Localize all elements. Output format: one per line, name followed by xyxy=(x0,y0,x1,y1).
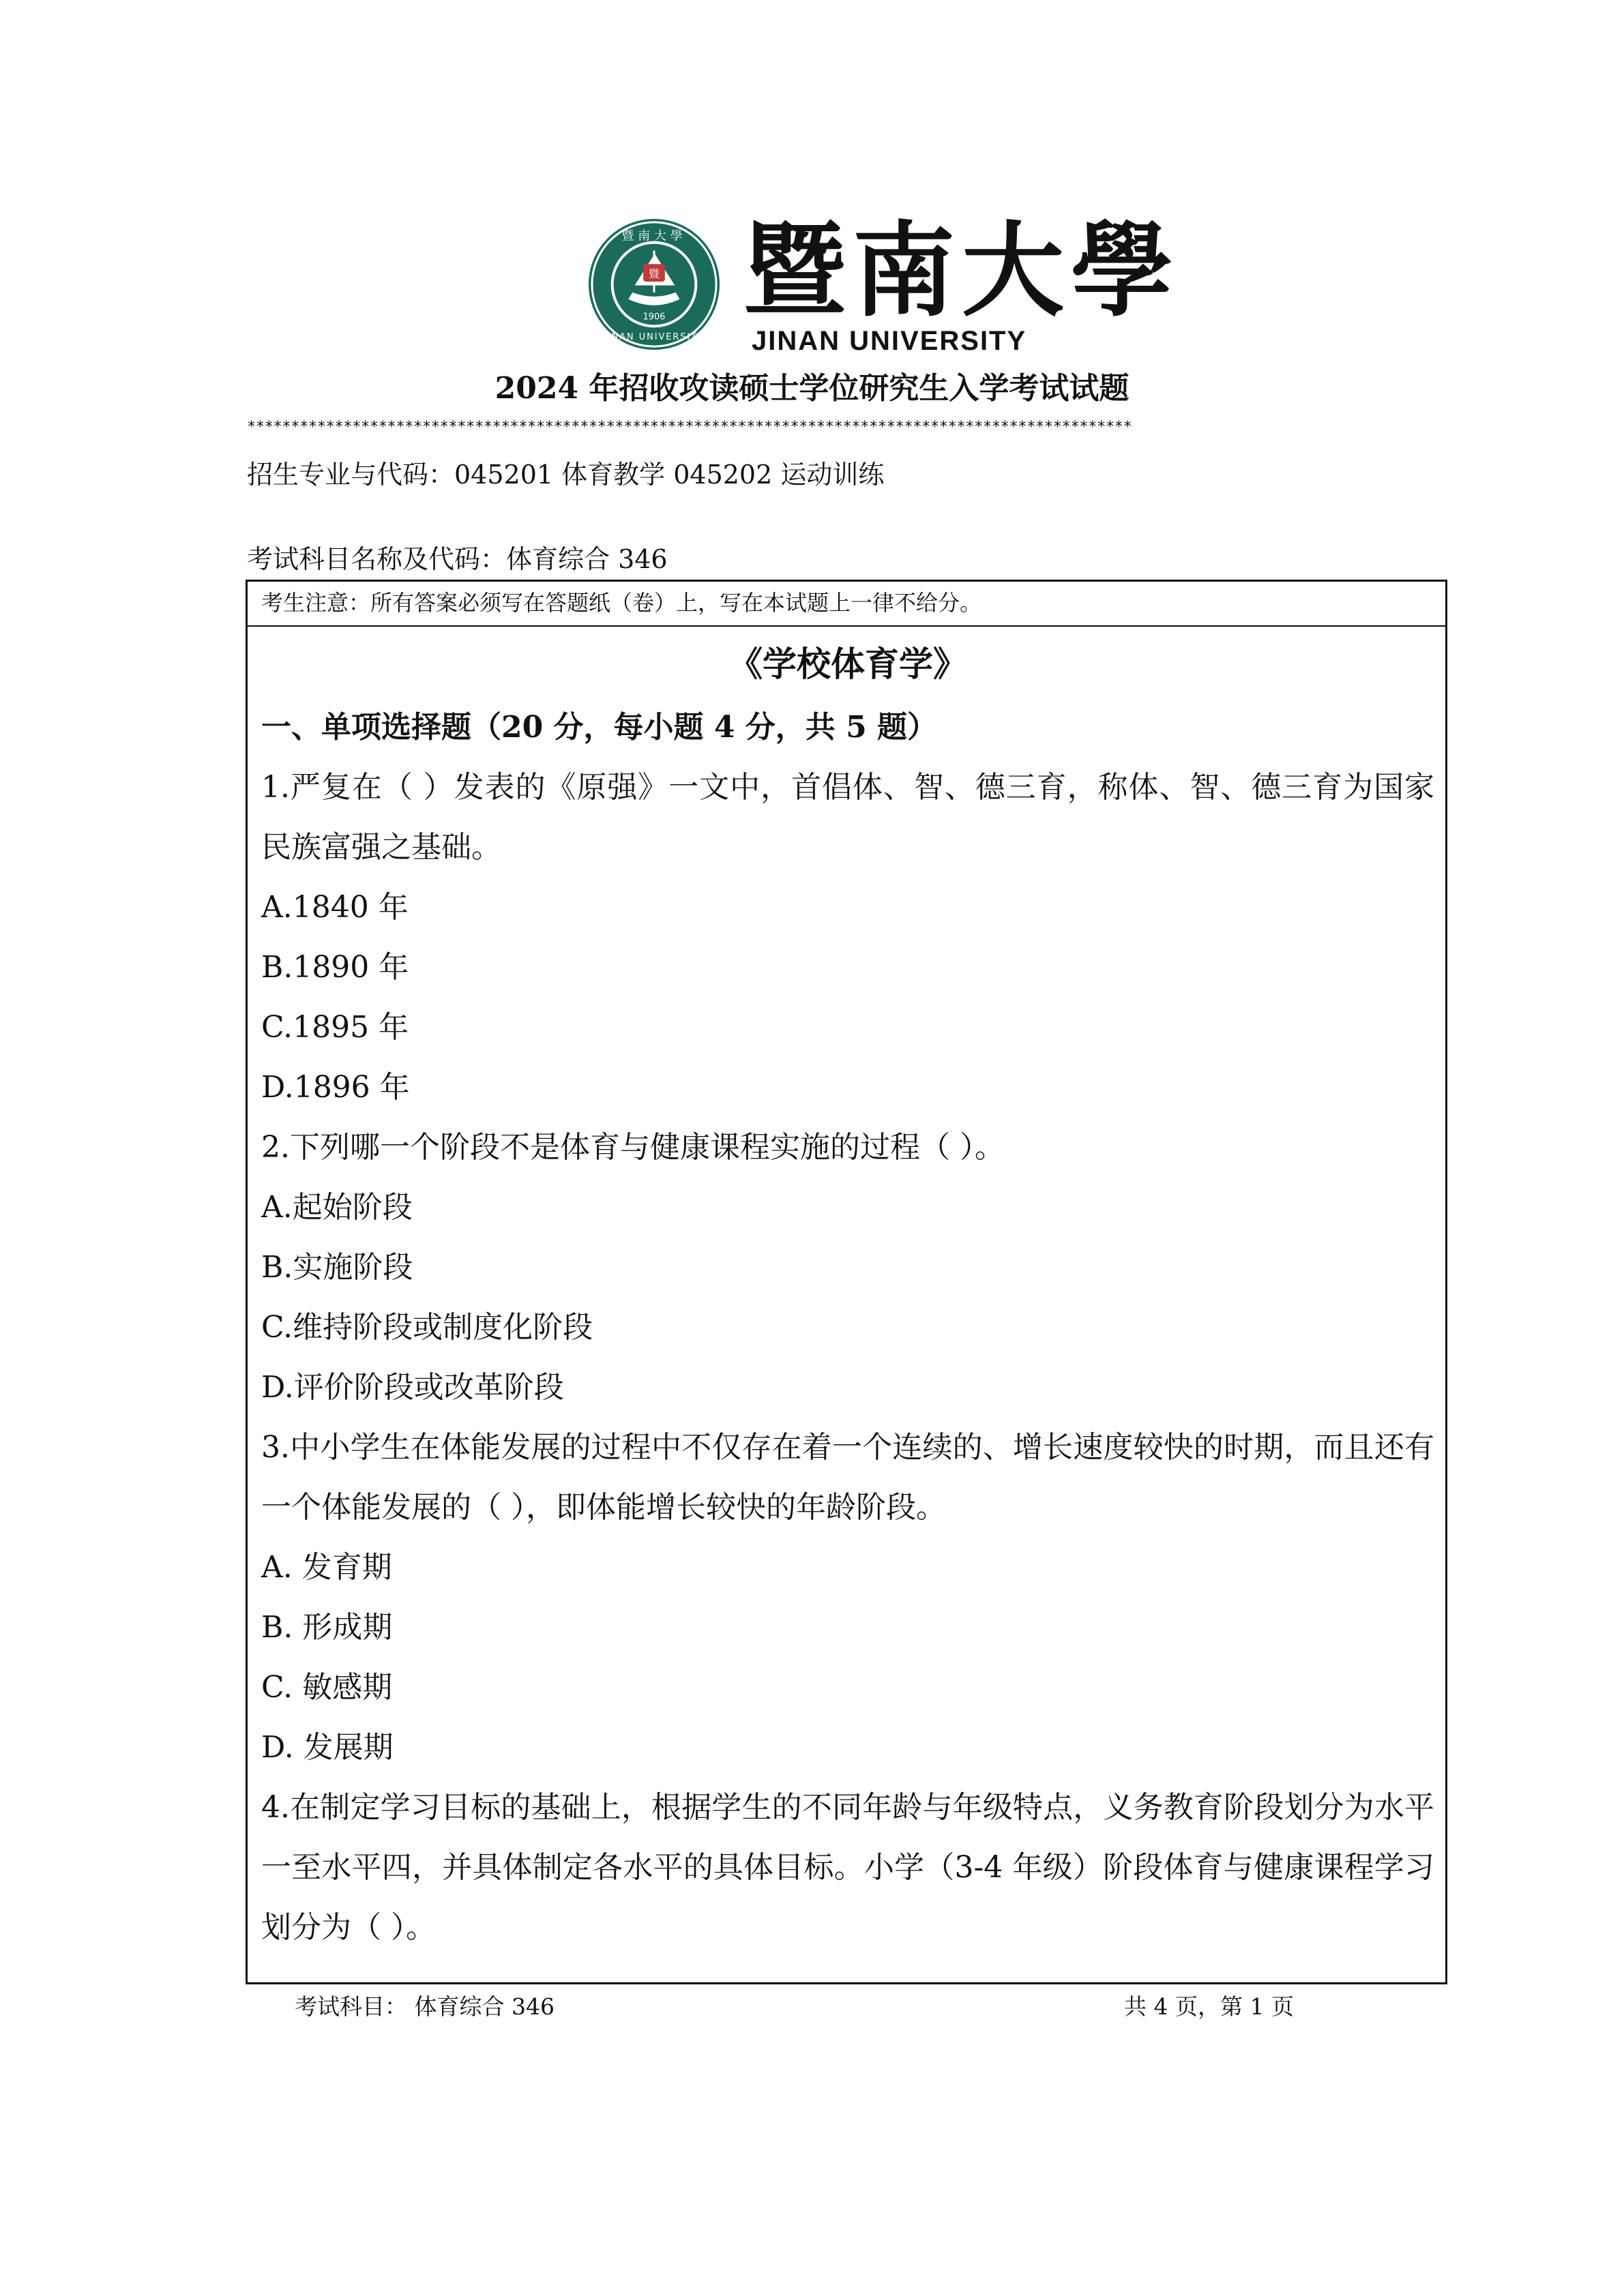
question-2-option-d: D.评价阶段或改革阶段 xyxy=(261,1370,564,1405)
question-2-option-a: A.起始阶段 xyxy=(261,1190,413,1225)
exam-title: 2024 年招收攻读硕士学位研究生入学考试试题 xyxy=(494,371,1130,406)
logo-wordmark-en: JINAN UNIVERSITY xyxy=(752,326,1027,356)
section-heading: 一、单项选择题（20 分，每小题 4 分，共 5 题） xyxy=(261,710,938,745)
candidate-notice: 考生注意：所有答案必须写在答题纸（卷）上，写在本试题上一律不给分。 xyxy=(248,582,1445,627)
svg-text:暨: 暨 xyxy=(649,267,660,281)
footer-subject: 考试科目： 体育综合 346 xyxy=(295,1993,555,2020)
exam-content xyxy=(261,627,1434,1958)
university-logo xyxy=(587,211,1181,360)
svg-text:1906: 1906 xyxy=(643,312,666,323)
question-1-stem: 1.严复在（ ）发表的《原强》一文中，首倡体、智、德三育，称体、智、德三育为国家民族富强之基础。 xyxy=(261,770,1434,865)
subject-code-line: 考试科目名称及代码：体育综合 346 xyxy=(247,544,668,574)
footer-page-number: 共 4 页，第 1 页 xyxy=(1124,1993,1294,2020)
svg-text:JINAN UNIVERSITY: JINAN UNIVERSITY xyxy=(604,332,705,343)
question-1-option-d: D.1896 年 xyxy=(261,1070,410,1105)
star-divider: ***************************************************************************************************** xyxy=(247,419,1132,436)
question-2-option-c: C.维持阶段或制度化阶段 xyxy=(261,1310,593,1345)
question-1-option-a: A.1840 年 xyxy=(261,890,409,925)
question-3-option-c: C. 敏感期 xyxy=(261,1670,393,1705)
question-2-stem: 2.下列哪一个阶段不是体育与健康课程实施的过程（ ）。 xyxy=(261,1130,1005,1165)
university-seal-icon xyxy=(587,217,722,352)
logo-wordmark-cn: 暨南大學 xyxy=(743,211,1181,331)
question-3-option-b: B. 形成期 xyxy=(261,1610,393,1645)
question-1-option-b: B.1890 年 xyxy=(261,950,409,985)
question-2-option-b: B.实施阶段 xyxy=(261,1250,413,1285)
question-3-stem: 3.中小学生在体能发展的过程中不仅存在着一个连续的、增长速度较快的时期，而且还有一个体能发展的（ ），即体能增长较快的年龄阶段。 xyxy=(261,1430,1434,1525)
question-1-option-c: C.1895 年 xyxy=(261,1010,409,1045)
exam-content-box xyxy=(246,580,1447,1984)
subject-title: 《学校体育学》 xyxy=(728,644,967,684)
major-code-line: 招生专业与代码：045201 体育教学 045202 运动训练 xyxy=(247,460,885,490)
svg-text:暨南大學: 暨南大學 xyxy=(621,228,687,243)
question-3-option-a: A. 发育期 xyxy=(261,1550,392,1585)
question-4-stem: 4.在制定学习目标的基础上，根据学生的不同年龄与年级特点，义务教育阶段划分为水平一至水平四，并具体制定各水平的具体目标。小学（3-4 年级）阶段体育与健康课程学习划分为（ ）。 xyxy=(261,1790,1434,1945)
question-3-option-d: D. 发展期 xyxy=(261,1730,394,1765)
